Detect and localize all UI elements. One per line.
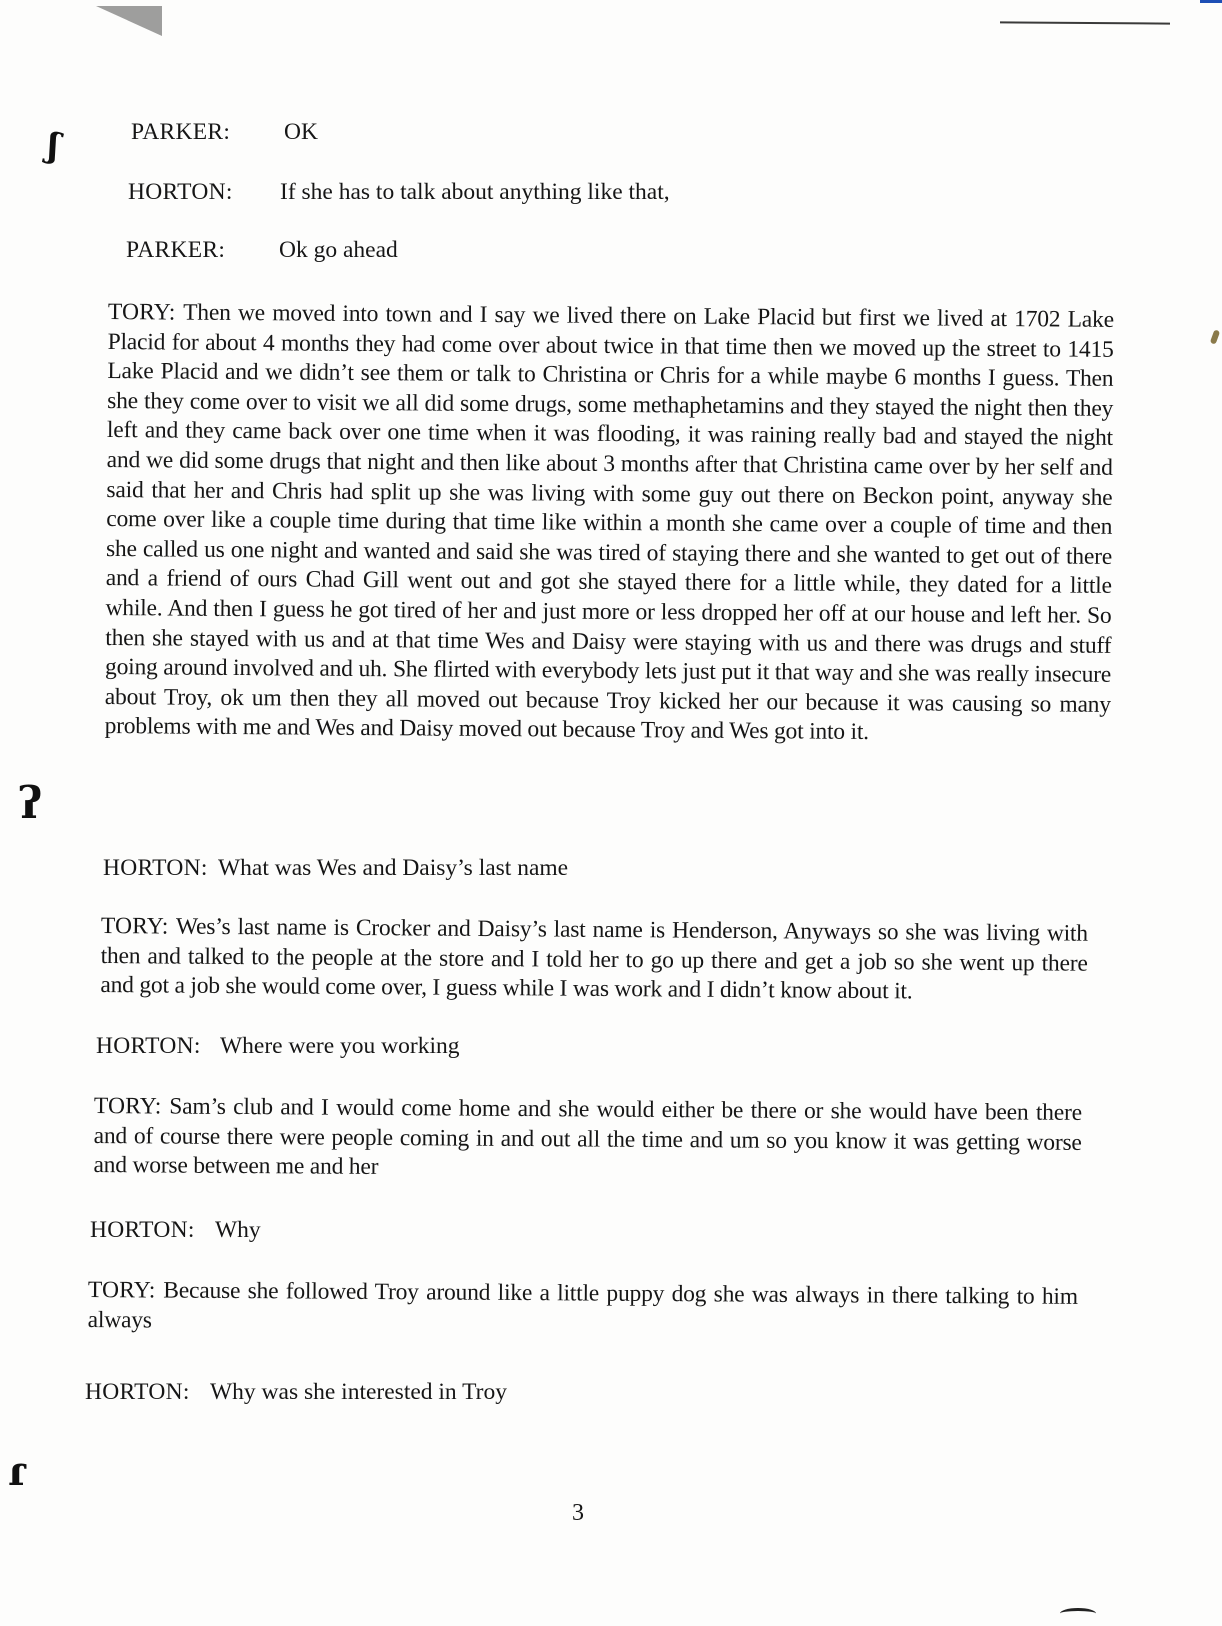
speaker-label: TORY: xyxy=(93,1093,170,1120)
speaker-label: PARKER: xyxy=(131,119,231,145)
scan-top-rule xyxy=(1000,21,1170,24)
spoken-text: Wes’s last name is Crocker and Daisy’s last name is Henderson, Anyways so she was living with then and talked to the people at the store and I told her to go up there and get a job so she went up there and got a job she would come over, I guess while I was work and I didn’t know about it. xyxy=(100,913,1088,1005)
speaker-label: HORTON: xyxy=(103,855,208,881)
speaker-label: HORTON: xyxy=(90,1217,195,1243)
spoken-text: Sam’s club and I would come home and she would either be there or she would have been there and of course there were people coming in and out all the time and um so you know it was getting worse and worse between me and her xyxy=(93,1093,1082,1181)
spoken-text: Ok go ahead xyxy=(279,237,398,263)
spoken-text: What was Wes and Daisy’s last name xyxy=(218,855,569,881)
scan-speck xyxy=(1210,329,1220,344)
transcript-paragraph xyxy=(105,298,1114,750)
scan-bottom-mark xyxy=(1060,1608,1096,1619)
punch-hole-mark-middle: ʔ xyxy=(18,778,43,829)
speaker-label: TORY: xyxy=(87,1277,164,1304)
speaker-label: PARKER: xyxy=(126,237,226,263)
scan-edge-mark xyxy=(1200,0,1222,3)
transcript-paragraph xyxy=(100,912,1088,1009)
transcript-line xyxy=(128,178,670,206)
transcript-paragraph xyxy=(88,1276,1078,1342)
transcript-line xyxy=(90,1216,261,1244)
spoken-text: Because she followed Troy around like a little puppy dog she was always in there talking to him always xyxy=(87,1277,1078,1334)
spoken-text: Why xyxy=(215,1217,261,1243)
transcript-line xyxy=(85,1378,507,1406)
transcript-line xyxy=(96,1032,460,1060)
speaker-label: HORTON: xyxy=(96,1033,201,1059)
transcript-line xyxy=(126,236,398,264)
spoken-text: Where were you working xyxy=(220,1033,460,1059)
spoken-text: OK xyxy=(284,119,318,145)
spoken-text: Then we moved into town and I say we lived there on Lake Placid but first we lived at 1702 Lake Placid for about 4 months they had come over about twice in that time then we moved up the street to 1415 Lake Placid and we didn’t see them or talk to Christina or Chris for a while maybe 6 months I guess. Then she they come over to visit we all did some drugs, some methaphetamins and they stayed the night then they left and they came back over one time when it was flooding, it was raining really bad and stayed the night and we did some drugs that night and then like about 3 months after that Christina came over by her self and said that her and Chris had split up she was living with some guy out there on Beckon point, anyway she come over like a couple time during that time like within a month she came over a couple of time and then she called us one night and wanted and said she was tired of staying there and she wanted to get out of there and a friend of ours Chad Gill went out and got she stayed there for a little while, they dated for a little while. And then I guess he got tired of her and just more or less dropped her off at our house and left her. So then she stayed with us and at that time Wes and Daisy were staying with us and there was drugs and stuff going around involved and uh. She flirted with everybody lets just put it that way and she was really insecure about Troy, ok um then they all moved out because Troy kicked her our because it was causing so many problems with me and Wes and Daisy moved out because Troy and Wes got into it. xyxy=(104,299,1114,746)
punch-hole-mark-top: ʃ xyxy=(43,125,64,167)
speaker-label: HORTON: xyxy=(128,179,233,205)
spoken-text: If she has to talk about anything like that, xyxy=(280,179,670,205)
speaker-label: TORY: xyxy=(107,298,184,326)
speaker-label: TORY: xyxy=(100,912,177,940)
transcript-line xyxy=(131,118,318,146)
punch-hole-mark-bottom: ɾ xyxy=(8,1448,27,1495)
scan-corner-shadow xyxy=(96,6,162,36)
page-number: 3 xyxy=(572,1500,584,1526)
spoken-text: Why was she interested in Troy xyxy=(210,1379,507,1405)
transcript-paragraph xyxy=(93,1092,1082,1188)
speaker-label: HORTON: xyxy=(85,1379,190,1405)
transcript-line xyxy=(103,854,569,882)
